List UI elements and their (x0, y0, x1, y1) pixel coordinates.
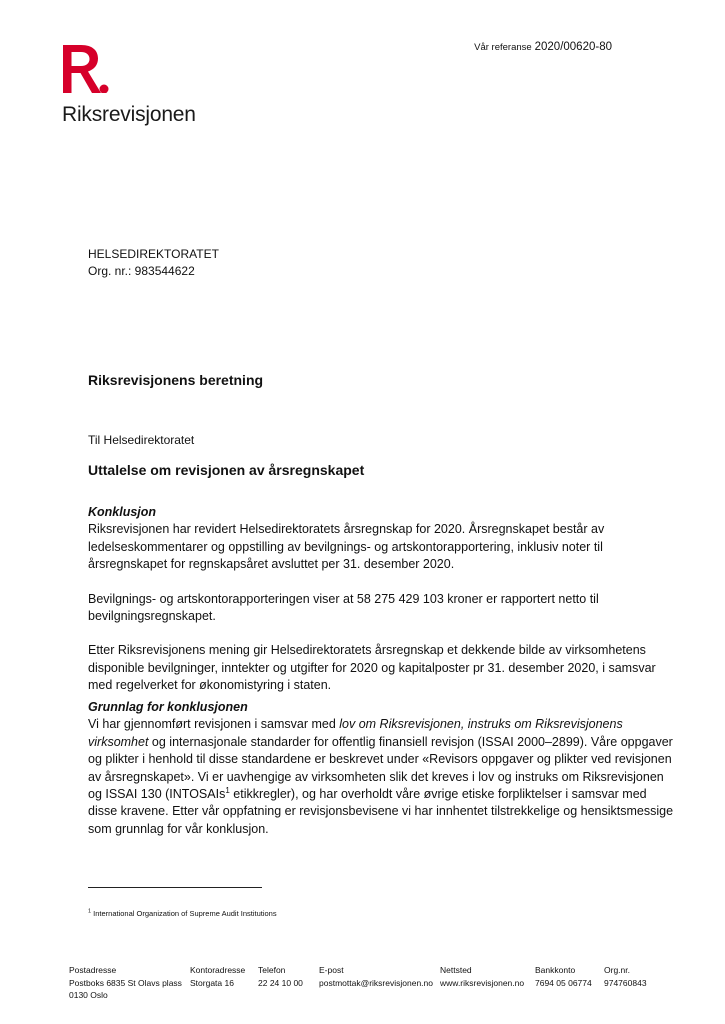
footnote-mark: 1 (88, 908, 92, 915)
recipient-name: HELSEDIREKTORATET (88, 247, 219, 261)
conclusion-heading: Konklusjon (88, 505, 157, 519)
footer-label: Nettsted (440, 965, 472, 975)
footer-value: Postboks 6835 St Olavs plass (69, 977, 182, 988)
footer-label: Telefon (258, 965, 286, 975)
basis-text-c: og internasjonale standarder for offentlig finansiell revisjon (ISSAI 2000–2899). Våre oppgaver og plikter i henhold til disse standardene er beskrevet under «Revisors oppgaver og plikter ved revisjonen av årsregnskapet». Vi er uavhengige av virksomheten slik det kreves i lov og instruks om Riksrevisjonen og ISSAI 130 (INTOSAIs (88, 734, 673, 802)
footer-email (319, 964, 433, 989)
footnote-text: International Organization of Supreme Audit Institutions (93, 909, 277, 918)
recipient-org-nr: Org. nr.: 983544622 (88, 264, 195, 278)
conclusion-paragraph-1: Riksrevisjonen har revidert Helsedirektoratets årsregnskap for 2020. Årsregnskapet består av ledelseskommentarer og oppstilling av bevilgnings- og artskontorapportering, inklusiv noter til årsregnskapet for regnskapsåret avsluttet per 31. desember 2020. (88, 522, 605, 572)
footer-label: E-post (319, 965, 344, 975)
basis-law-reference: lov om Riksrevisjonen, instruks om Riksrevisjonens virksomhet (88, 717, 623, 749)
recipient-block (88, 246, 219, 280)
footer-office-address (190, 964, 245, 989)
basis-section (88, 699, 678, 838)
basis-paragraph (88, 716, 678, 838)
footnote-divider (88, 887, 262, 888)
footer-label: Postadresse (69, 965, 117, 975)
riksrevisjonen-logo-icon (63, 45, 109, 93)
conclusion-paragraph-2: Bevilgnings- og artskontorapporteringen viser at 58 275 429 103 kroner er rapportert netto til bevilgningsregnskapet. (88, 591, 599, 624)
footer-value: 7694 05 06774 (535, 977, 592, 988)
basis-text-d: etikkregler), og har overholdt våre øvrige etiske forpliktelser i samsvar med disse kravene. Etter vår oppfatning er revisjonsbevisene vi har innhentet tilstrekkelige og hensiktsmessige som grunnlag for vår konklusjon. (88, 787, 674, 836)
reference-number: 2020/00620-80 (534, 41, 612, 53)
to-line: Til Helsedirektoratet (88, 433, 195, 447)
footer-bank-account (535, 964, 592, 989)
footer-label: Kontoradresse (190, 965, 246, 975)
footer-value: 22 24 10 00 (258, 977, 303, 988)
basis-text-a: Vi har gjennomført revisjonen i samsvar med (88, 717, 340, 732)
footer-value: postmottak@riksrevisjonen.no (319, 977, 433, 988)
reference-label: Vår referanse (474, 42, 532, 53)
basis-heading: Grunnlag for konklusjonen (88, 700, 248, 714)
footer-website (440, 964, 524, 989)
footer-value: www.riksrevisjonen.no (440, 977, 525, 988)
page-title: Riksrevisjonens beretning (88, 372, 264, 388)
footer-value-2: 0130 Oslo (69, 990, 108, 1000)
subtitle: Uttalelse om revisjonen av årsregnskapet (88, 462, 365, 478)
footer-org-nr (604, 964, 647, 989)
footer-postal-address (69, 964, 182, 1002)
footer-phone (258, 964, 303, 989)
footer-label: Org.nr. (604, 965, 630, 975)
conclusion-paragraph-3: Etter Riksrevisjonens mening gir Helsedirektoratets årsregnskap et dekkende bilde av virksomhetens disponible bevilgninger, inntekter og utgifter for 2020 og kapitalposter pr 31. desember 2020, i samsvar med regelverket for økonomistyring i staten. (88, 643, 656, 693)
conclusion-section (88, 504, 678, 712)
footer-label: Bankkonto (535, 965, 576, 975)
reference (474, 41, 612, 53)
logo-text: Riksrevisjonen (62, 103, 196, 126)
footnote-reference: 1 (225, 785, 230, 795)
footnote (88, 909, 277, 918)
footer-value: Storgata 16 (190, 977, 234, 988)
footer-value: 974760843 (604, 977, 647, 988)
